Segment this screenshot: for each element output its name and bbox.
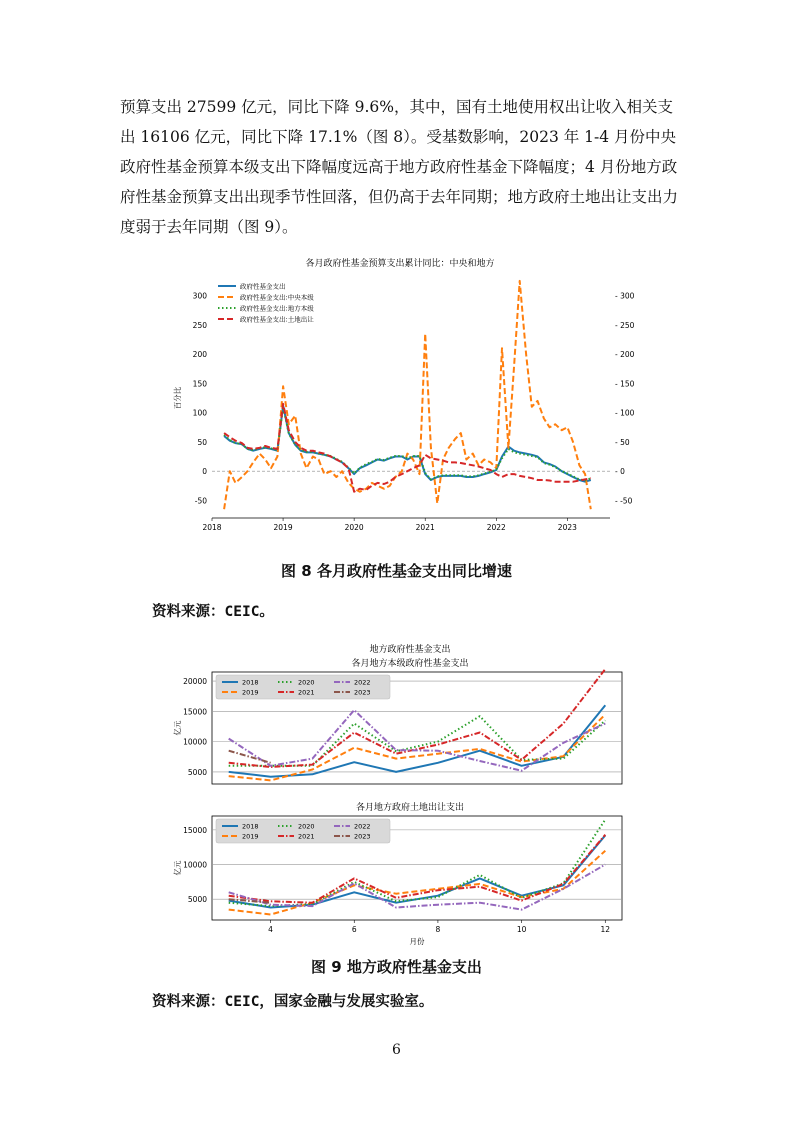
- y-tick-label: -50: [194, 496, 207, 506]
- y-tick-label: 5000: [187, 767, 207, 777]
- y-tick-label-right: - -50: [615, 496, 633, 506]
- legend-entry: 政府性基金支出:中央本级: [240, 293, 314, 302]
- y-tick-label: 5000: [187, 895, 207, 905]
- series-line-3: [229, 716, 606, 766]
- legend-entry: 政府性基金支出: [240, 282, 286, 291]
- y-tick-label: 100: [192, 408, 207, 418]
- legend-entry: 2020: [298, 678, 315, 687]
- x-tick-label: 4: [268, 925, 273, 934]
- x-tick-label: 2018: [202, 523, 222, 532]
- y-tick-label-right: - 0: [615, 467, 625, 477]
- y-tick-label-right: - 250: [615, 320, 635, 330]
- legend-entry: 2021: [298, 688, 315, 697]
- legend-entry: 2023: [354, 832, 371, 841]
- figure8-chart: [160, 250, 640, 540]
- x-tick-label: 2019: [273, 523, 293, 532]
- series-line-3: [224, 407, 591, 481]
- chart-title: 地方政府性基金支出: [369, 645, 451, 655]
- chart-title: 各月地方政府土地出让支出: [355, 803, 465, 813]
- legend-entry: 2023: [354, 688, 371, 697]
- y-axis-label: 亿元: [173, 720, 182, 736]
- legend-entry: 政府性基金支出:土地出让: [240, 315, 314, 324]
- legend-entry: 2018: [242, 678, 259, 687]
- chart-subtitle: 各月地方本级政府性基金支出: [351, 659, 469, 669]
- x-tick-label: 6: [351, 925, 357, 934]
- y-tick-label-right: - 100: [615, 408, 635, 418]
- figure9-chart: [160, 640, 640, 950]
- x-tick-label: 8: [435, 925, 441, 934]
- y-axis-label: 亿元: [173, 860, 182, 876]
- y-tick-label-right: - 300: [615, 291, 635, 301]
- y-tick-label-right: - 50: [615, 437, 630, 447]
- x-tick-label: 10: [516, 925, 527, 934]
- y-tick-label: 20000: [183, 677, 207, 687]
- x-tick-label: 12: [600, 925, 611, 934]
- y-tick-label: 15000: [183, 825, 207, 835]
- legend-entry: 2022: [354, 678, 371, 687]
- y-tick-label: 200: [192, 350, 207, 360]
- legend-entry: 2019: [242, 688, 259, 697]
- x-tick-label: 2020: [344, 523, 364, 532]
- series-line-5: [229, 865, 606, 910]
- body-paragraph: 预算支出 27599 亿元，同比下降 9.6%，其中，国有土地使用权出让收入相关支出 16106 亿元，同比下降 17.1%（图 8）。受基数影响，2023 年 1-4 月份中央政府性基金预算本级支出下降幅度远高于地方政府性基金下降幅度；4 月份地方政府性基金预算支出出现季节性回落，但仍高于去年同期；地方政府土地出让支出力度弱于去年同期（图 9）。: [120, 98, 679, 236]
- figure9-source: 资料来源：CEIC，国家金融与发展实验室。: [152, 994, 434, 1010]
- plot-frame: [212, 278, 610, 518]
- legend-entry: 2020: [298, 822, 315, 831]
- legend-entry: 2018: [242, 822, 259, 831]
- page-number: 6: [392, 1042, 401, 1058]
- y-axis-label: 百分比: [173, 386, 182, 410]
- x-axis-label: 月份: [409, 937, 425, 946]
- legend-entry: 2019: [242, 832, 259, 841]
- legend-entry: 政府性基金支出:地方本级: [240, 304, 314, 313]
- figure8-source: 资料来源：CEIC。: [152, 604, 274, 620]
- y-tick-label: 0: [202, 467, 207, 477]
- y-tick-label: 15000: [183, 707, 207, 717]
- y-tick-label: 50: [197, 437, 207, 447]
- figure9-caption: 图 9 地方政府性基金支出: [311, 958, 482, 976]
- y-tick-label: 150: [192, 379, 207, 389]
- legend-entry: 2021: [298, 832, 315, 841]
- figure8-caption: 图 8 各月政府性基金支出同比增速: [281, 562, 512, 580]
- y-tick-label: 300: [192, 291, 207, 301]
- x-tick-label: 2021: [415, 523, 435, 532]
- x-tick-label: 2022: [486, 523, 506, 532]
- y-tick-label-right: - 200: [615, 350, 635, 360]
- y-tick-label: 10000: [183, 737, 207, 747]
- legend-entry: 2022: [354, 822, 371, 831]
- y-tick-label: 250: [192, 320, 207, 330]
- y-tick-label: 10000: [183, 860, 207, 870]
- y-tick-label-right: - 150: [615, 379, 635, 389]
- series-line-2: [229, 714, 606, 780]
- series-line-5: [229, 710, 606, 771]
- x-tick-label: 2023: [557, 523, 577, 532]
- chart-title: 各月政府性基金预算支出累计同比：中央和地方: [305, 259, 495, 269]
